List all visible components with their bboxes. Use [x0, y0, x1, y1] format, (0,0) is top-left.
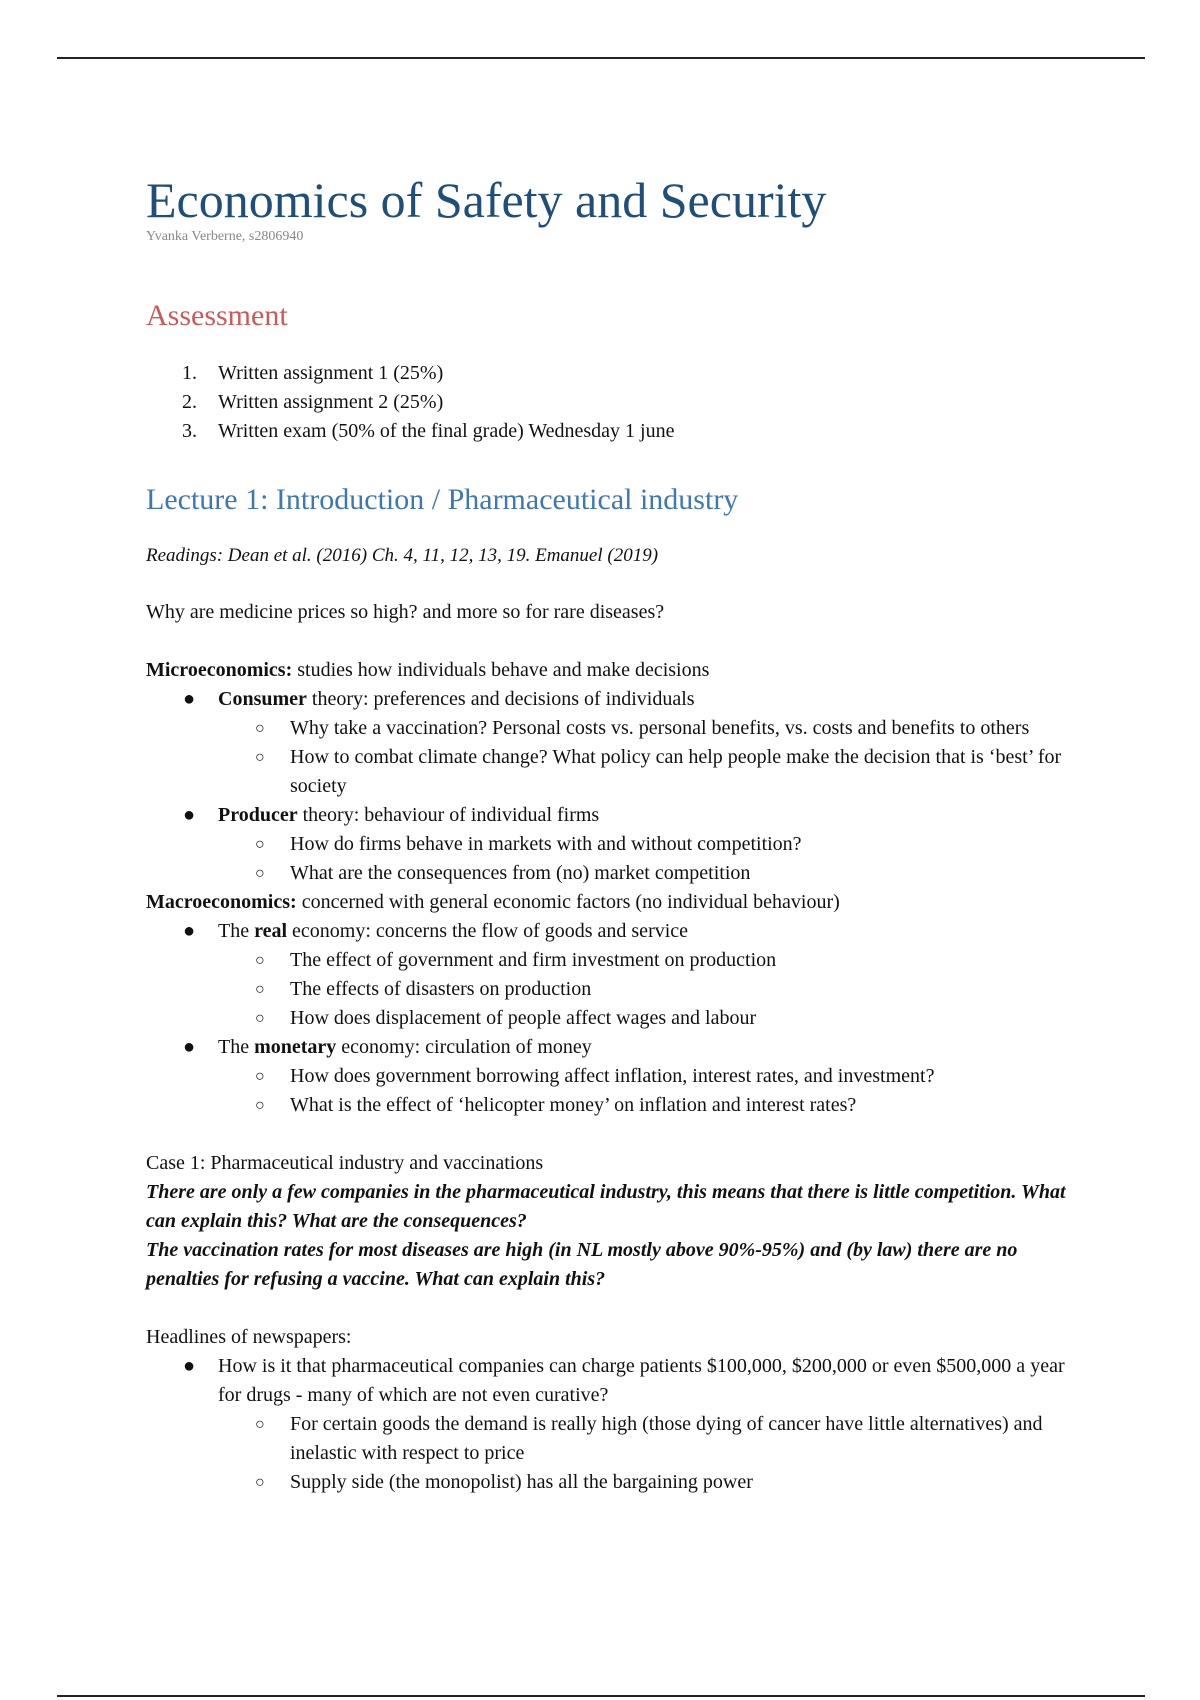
circle-bullet-icon: ○: [255, 1473, 265, 1491]
list-item: ● How is it that pharmaceutical companies can charge patients $100,000, $200,000 or even $500,000 a year for drugs - many of which are not even curative? ○ For certain goods the demand is really high (those dying of cancer have little alternatives) and inelastic with respect to price ○ Supply side (the monopolist) has all the bargaining power: [146, 1352, 1066, 1497]
list-item: 2. Written assignment 2 (25%): [182, 390, 444, 413]
list-item: ○ The effect of government and firm investment on production: [218, 946, 1066, 975]
case-question-1: There are only a few companies in the pharmaceutical industry, this means that there is little competition. What can explain this? What are the consequences?: [146, 1180, 1066, 1232]
bullet-icon: ●: [183, 1035, 196, 1058]
list-item: ○ What is the effect of ‘helicopter money’ on inflation and interest rates?: [218, 1091, 1066, 1120]
case-title: Case 1: Pharmaceutical industry and vaccinations: [146, 1151, 544, 1174]
list-item: ○ Supply side (the monopolist) has all the bargaining power: [218, 1468, 1066, 1497]
case-question-2: The vaccination rates for most diseases are high (in NL mostly above 90%-95%) and (by law) there are no penalties for refusing a vaccine. What can explain this?: [146, 1238, 1018, 1290]
circle-bullet-icon: ○: [255, 1096, 265, 1114]
list-item: 1. Written assignment 1 (25%): [182, 361, 444, 384]
lecture-heading: Lecture 1: Introduction / Pharmaceutical industry: [146, 482, 739, 516]
circle-bullet-icon: ○: [255, 980, 265, 998]
circle-bullet-icon: ○: [255, 835, 265, 853]
bullet-icon: ●: [183, 687, 196, 710]
circle-bullet-icon: ○: [255, 951, 265, 969]
bullet-icon: ●: [183, 919, 196, 942]
circle-bullet-icon: ○: [255, 748, 265, 766]
author-line: Yvanka Verberne, s2806940: [146, 229, 304, 244]
assessment-list: [146, 359, 1066, 446]
readings-line: Readings: Dean et al. (2016) Ch. 4, 11, 12, 13, 19. Emanuel (2019): [146, 544, 659, 566]
document-title: Economics of Safety and Security: [146, 172, 827, 228]
list-item: ● Producer theory: behaviour of individual firms ○ How do firms behave in markets with and without competition? ○ What are the consequences from (no) market competition: [146, 801, 1066, 888]
list-item: ○ For certain goods the demand is really high (those dying of cancer have little alternatives) and inelastic with respect to price: [218, 1410, 1066, 1468]
macro-list: [146, 917, 1066, 1120]
list-item: ○ The effects of disasters on production: [218, 975, 1066, 1004]
micro-list: [146, 685, 1066, 888]
bottom-rule: [57, 1695, 1145, 1697]
list-item: ○ What are the consequences from (no) market competition: [218, 859, 1066, 888]
circle-bullet-icon: ○: [255, 864, 265, 882]
intro-question: Why are medicine prices so high? and more so for rare diseases?: [146, 600, 665, 623]
micro-definition: Microeconomics: studies how individuals behave and make decisions: [146, 658, 710, 681]
assessment-heading: Assessment: [146, 299, 288, 332]
list-item: 3. Written exam (50% of the final grade) Wednesday 1 june: [182, 419, 675, 442]
document-page: [146, 170, 1066, 1497]
list-item: ○ How does government borrowing affect inflation, interest rates, and investment?: [218, 1062, 1066, 1091]
bullet-icon: ●: [183, 1354, 196, 1377]
list-item: ○ How to combat climate change? What policy can help people make the decision that is ‘best’ for society: [218, 743, 1066, 801]
list-item: ● Consumer theory: preferences and decisions of individuals ○ Why take a vaccination? Personal costs vs. personal benefits, vs. costs and benefits to others ○ How to combat climate change? What policy can help people make the decision that is ‘best’ for society: [146, 685, 1066, 801]
bullet-icon: ●: [183, 803, 196, 826]
macro-definition: Macroeconomics: concerned with general economic factors (no individual behaviour): [146, 890, 840, 913]
list-item: ○ How does displacement of people affect wages and labour: [218, 1004, 1066, 1033]
circle-bullet-icon: ○: [255, 1067, 265, 1085]
top-rule: [57, 57, 1145, 59]
headlines-label: Headlines of newspapers:: [146, 1325, 352, 1348]
list-item: ● The monetary economy: circulation of money ○ How does government borrowing affect inflation, interest rates, and investment? ○ What is the effect of ‘helicopter money’ on inflation and interest rates?: [146, 1033, 1066, 1120]
list-item: ○ How do firms behave in markets with and without competition?: [218, 830, 1066, 859]
circle-bullet-icon: ○: [255, 1009, 265, 1027]
circle-bullet-icon: ○: [255, 1415, 265, 1433]
list-item: ○ Why take a vaccination? Personal costs vs. personal benefits, vs. costs and benefits to others: [218, 714, 1066, 743]
headlines-list: [146, 1352, 1066, 1497]
circle-bullet-icon: ○: [255, 719, 265, 737]
list-item: ● The real economy: concerns the flow of goods and service ○ The effect of government and firm investment on production ○ The effects of disasters on production ○ How does displacement of people affect wages and labour: [146, 917, 1066, 1033]
